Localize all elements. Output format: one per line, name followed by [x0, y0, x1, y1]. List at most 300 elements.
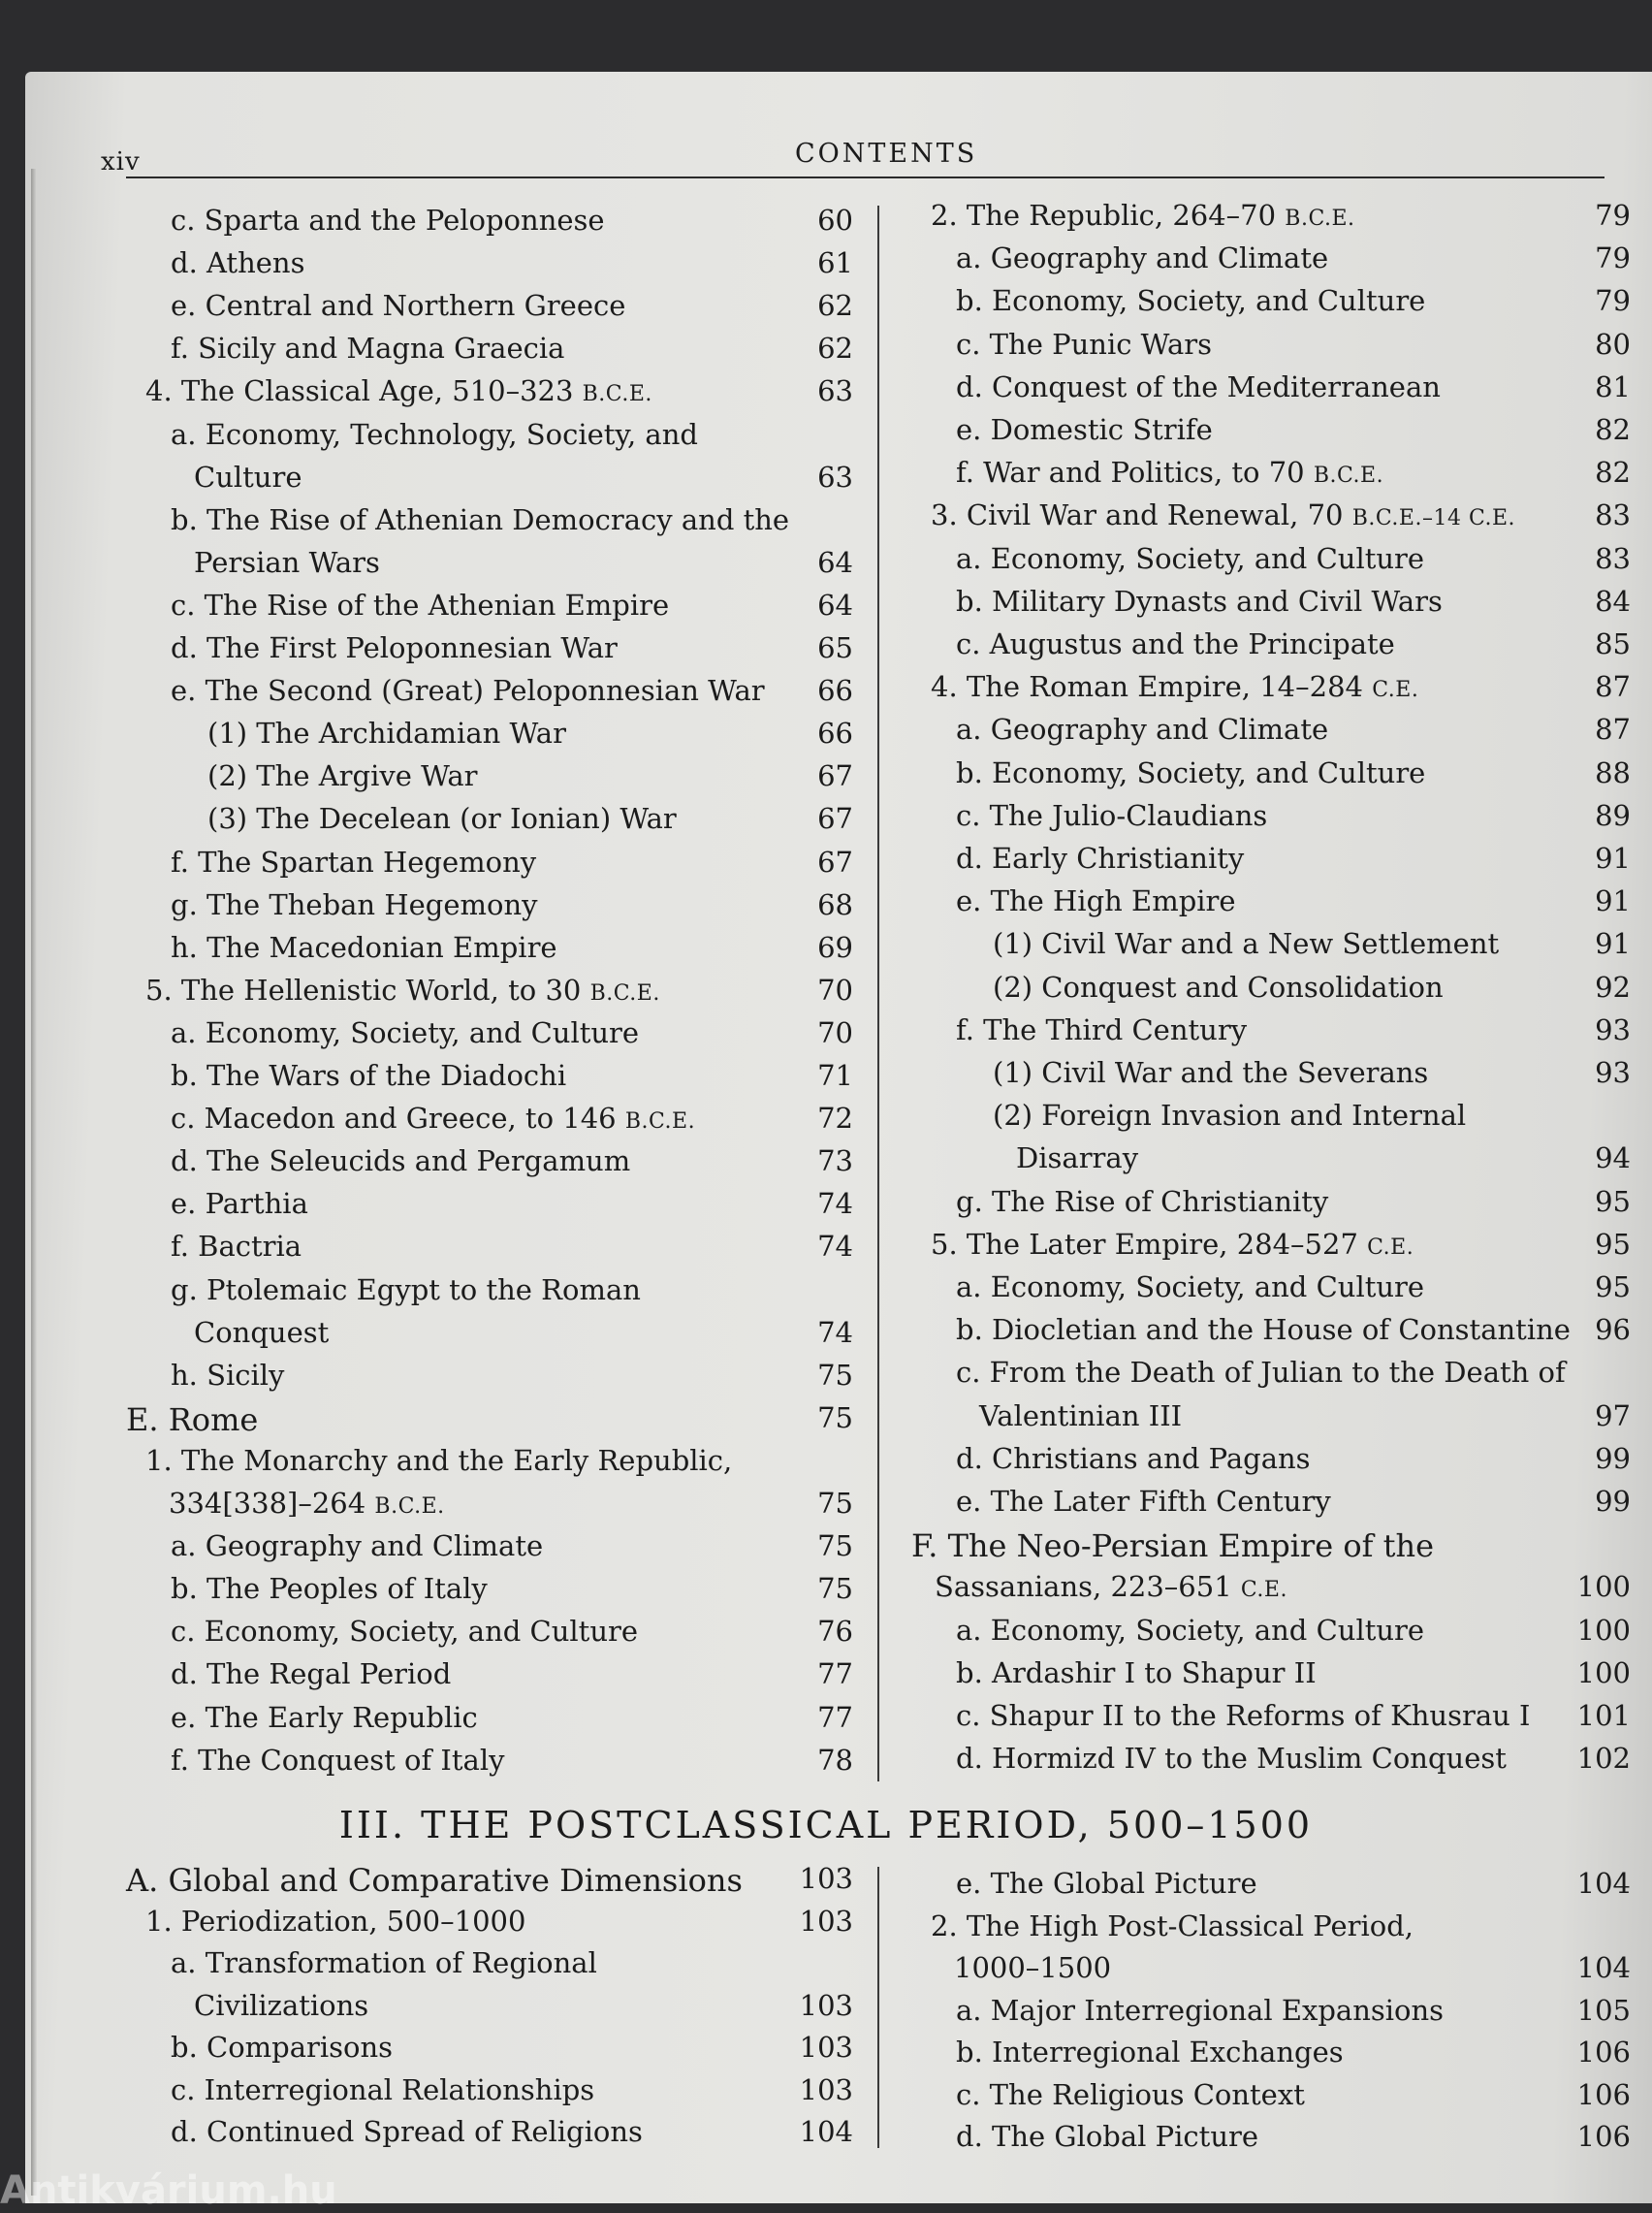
toc-entry-text [145, 974, 660, 1007]
toc-entry [911, 1570, 1631, 1609]
toc-entry-title: d. The Global Picture [956, 2120, 1259, 2153]
toc-entry-title: d. The First Peloponnesian War [171, 631, 618, 664]
toc-entry-text [956, 1442, 1311, 1475]
toc-page-number: 105 [1576, 1993, 1631, 2027]
toc-entry-text [171, 2115, 643, 2148]
toc-page-number: 79 [1595, 284, 1631, 318]
toc-page-number: 99 [1595, 1441, 1631, 1475]
toc-page-number: 64 [817, 588, 853, 622]
toc-entry-title: a. Economy, Society, and Culture [956, 1613, 1425, 1647]
toc-entry-text [993, 1099, 1466, 1132]
toc-entry [911, 456, 1631, 495]
toc-entry [126, 1359, 853, 1397]
toc-entry [911, 1951, 1631, 1990]
toc-entry [911, 370, 1631, 409]
toc-entry-text [956, 2120, 1258, 2153]
toc-page-number: 103 [799, 1904, 853, 1938]
toc-page-number: 60 [817, 204, 853, 237]
toc-entry-text [194, 546, 380, 579]
toc-page-number: 61 [817, 246, 853, 280]
toc-page-number: 64 [817, 545, 853, 579]
toc-page-number: 84 [1595, 584, 1631, 618]
toc-entry [911, 1099, 1631, 1138]
toc-page-number: 67 [817, 802, 853, 836]
toc-entry [126, 332, 853, 370]
toc-page-number: 95 [1595, 1270, 1631, 1303]
toc-page-number: 93 [1595, 1056, 1631, 1089]
toc-entry-title: c. The Punic Wars [956, 327, 1213, 361]
toc-page-number: 70 [817, 973, 853, 1007]
toc-entry-title: 2. The Republic, 264–70 [931, 199, 1286, 232]
era-abbreviation: C.E. [1240, 1578, 1287, 1603]
toc-entry-text [956, 585, 1443, 618]
toc-page-number: 80 [1595, 327, 1631, 361]
toc-entry-title: F. The Neo-Persian Empire of the [911, 1527, 1434, 1565]
toc-entry [911, 1313, 1631, 1352]
toc-entry-title: e. Parthia [171, 1187, 308, 1221]
toc-entry-text [956, 1614, 1424, 1647]
toc-entry-text [956, 1994, 1444, 2027]
toc-page-number: 91 [1595, 884, 1631, 918]
toc-entry-text [171, 418, 698, 451]
toc-entry-text [171, 1701, 478, 1734]
toc-entry-title: f. The Third Century [956, 1012, 1248, 1046]
toc-entry-title: Conquest [194, 1315, 330, 1349]
toc-entry-title: e. The Global Picture [956, 1867, 1257, 1900]
toc-entry [911, 2036, 1631, 2074]
era-abbreviation: B.C.E. [624, 1109, 696, 1135]
toc-entry [126, 418, 853, 457]
toc-page-number: 63 [817, 374, 853, 408]
toc-entry-title: 5. The Hellenistic World, to 30 [145, 973, 590, 1007]
era-abbreviation: B.C.E. [582, 382, 652, 407]
toc-entry-title: Culture [194, 460, 302, 494]
toc-entry-title: Valentinian III [979, 1398, 1183, 1432]
toc-entry [126, 503, 853, 542]
toc-entry-title: f. Bactria [171, 1230, 302, 1264]
toc-entry-text [956, 1185, 1328, 1218]
toc-page-number: 74 [817, 1187, 853, 1221]
toc-entry [126, 631, 853, 670]
toc-entry [126, 2073, 853, 2112]
toc-entry-title: b. The Peoples of Italy [171, 1572, 488, 1606]
toc-page-number: 88 [1595, 755, 1631, 789]
toc-entry-title: (1) The Archidamian War [207, 717, 566, 751]
toc-entry-text [171, 1102, 695, 1135]
toc-entry [126, 374, 853, 413]
toc-entry-title: b. Economy, Society, and Culture [956, 755, 1426, 789]
toc-entry-title: a. Economy, Society, and Culture [171, 1015, 640, 1049]
toc-page-number: 106 [1576, 2036, 1631, 2069]
toc-entry [911, 756, 1631, 795]
toc-entry-title: c. Interregional Relationships [171, 2072, 595, 2106]
era-abbreviation: C.E. [1372, 678, 1419, 703]
toc-entry [126, 1946, 853, 1985]
toc-entry-text [956, 627, 1395, 660]
toc-entry [126, 846, 853, 884]
toc-page-number: 78 [817, 1743, 853, 1777]
toc-entry [126, 1187, 853, 1226]
toc-entry-text [956, 1356, 1566, 1389]
toc-entry [911, 627, 1631, 666]
toc-entry-title: g. The Theban Hegemony [171, 887, 538, 921]
toc-page-number: 75 [817, 1572, 853, 1606]
toc-entry [126, 1401, 853, 1440]
toc-entry [911, 1185, 1631, 1224]
toc-entry-text [194, 1316, 329, 1349]
toc-page-number: 71 [817, 1059, 853, 1092]
toc-entry-title: d. Hormizd IV to the Muslim Conquest [956, 1742, 1507, 1776]
toc-entry-text [171, 204, 605, 237]
toc-page-number: 102 [1576, 1742, 1631, 1776]
toc-entry [911, 1228, 1631, 1267]
era-abbreviation: B.C.E.–14 C.E. [1351, 506, 1516, 531]
toc-entry [911, 1867, 1631, 1906]
toc-page-number: 104 [1576, 1951, 1631, 1984]
toc-entry-text [931, 1228, 1414, 1261]
toc-entry [911, 971, 1631, 1010]
toc-entry-text [956, 284, 1425, 317]
toc-entry-text [956, 328, 1212, 361]
toc-entry-text [956, 413, 1213, 446]
part-title: III. THE POSTCLASSICAL PERIOD, 500–1500 [338, 1804, 1314, 1846]
toc-entry-text [171, 1016, 639, 1049]
toc-entry-text [145, 1905, 525, 1938]
toc-entry [911, 1994, 1631, 2033]
page-number: xiv [101, 147, 141, 176]
toc-entry-text [171, 1230, 302, 1263]
toc-entry [911, 284, 1631, 323]
toc-page-number: 77 [817, 1700, 853, 1734]
toc-entry [911, 1442, 1631, 1481]
toc-entry-title: (2) Foreign Invasion and Internal [993, 1099, 1467, 1133]
toc-entry-title: c. Macedon and Greece, to 146 [171, 1102, 625, 1136]
toc-entry-text [126, 1862, 743, 1899]
toc-page-number: 76 [817, 1615, 853, 1649]
toc-entry-title: f. Sicily and Magna Graecia [171, 332, 565, 366]
toc-entry-title: e. The Later Fifth Century [956, 1485, 1331, 1518]
toc-page-number: 94 [1595, 1141, 1631, 1175]
toc-entry-title: c. From the Death of Julian to the Death of [956, 1356, 1566, 1390]
toc-entry [126, 1529, 853, 1568]
toc-entry [911, 713, 1631, 752]
toc-entry-text [956, 542, 1424, 575]
column-divider-bottom [877, 1867, 879, 2148]
toc-page-number: 95 [1595, 1184, 1631, 1218]
toc-entry-text [931, 670, 1418, 703]
toc-entry-title: a. Major Interregional Expansions [956, 1993, 1445, 2027]
toc-entry [911, 2078, 1631, 2117]
toc-entry-text [145, 374, 652, 407]
toc-entry-text [171, 1144, 630, 1177]
toc-entry [126, 1701, 853, 1740]
toc-page-number: 106 [1576, 2077, 1631, 2111]
toc-entry-text [931, 498, 1515, 531]
toc-entry-text [171, 1615, 638, 1648]
era-abbreviation: C.E. [1367, 1235, 1414, 1260]
toc-entry [911, 1485, 1631, 1523]
toc-page-number: 100 [1576, 1570, 1631, 1604]
toc-entry-title: 5. The Later Empire, 284–527 [931, 1227, 1368, 1261]
toc-entry-text [194, 1989, 368, 2022]
toc-entry-text [171, 1187, 308, 1220]
toc-entry [126, 1744, 853, 1782]
toc-entry [911, 199, 1631, 238]
toc-entry-text [194, 461, 302, 494]
toc-entry-title: b. Ardashir I to Shapur II [956, 1655, 1317, 1689]
toc-entry-text [171, 503, 789, 536]
toc-entry-title: e. The Early Republic [171, 1700, 478, 1734]
toc-entry-title: 1. The Monarchy and the Early Republic, [145, 1443, 733, 1477]
toc-page-number: 100 [1576, 1655, 1631, 1689]
toc-entry [126, 2115, 853, 2154]
toc-entry-title: d. The Seleucids and Pergamum [171, 1144, 631, 1178]
toc-entry [911, 1270, 1631, 1309]
toc-entry [911, 1742, 1631, 1780]
toc-entry [911, 799, 1631, 838]
toc-page-number: 100 [1576, 1613, 1631, 1647]
toc-page-number: 93 [1595, 1012, 1631, 1046]
toc-entry [911, 1699, 1631, 1738]
toc-entry [911, 927, 1631, 966]
toc-entry-text [956, 2078, 1305, 2111]
toc-entry-text [935, 1570, 1287, 1603]
toc-entry-title: b. Diocletian and the House of Constantine [956, 1313, 1571, 1347]
toc-entry-title: a. Economy, Technology, Society, and [171, 417, 698, 451]
toc-entry-text [171, 888, 538, 921]
toc-entry-text [979, 1399, 1182, 1432]
toc-entry-text [956, 456, 1383, 489]
toc-entry-text [931, 199, 1355, 232]
toc-entry-title: f. War and Politics, to 70 [956, 456, 1314, 490]
toc-entry-title: c. Shapur II to the Reforms of Khusrau I [956, 1699, 1531, 1732]
toc-entry-title: d. Christians and Pagans [956, 1441, 1311, 1475]
toc-entry-text [171, 846, 536, 879]
toc-page-number: 63 [817, 460, 853, 494]
toc-entry-text [956, 1699, 1530, 1732]
toc-entry-title: e. Domestic Strife [956, 413, 1213, 446]
toc-entry-title: b. Interregional Exchanges [956, 2036, 1344, 2069]
toc-entry-title: g. Ptolemaic Egypt to the Roman [171, 1272, 641, 1306]
toc-entry-title: 334[338]–264 [169, 1487, 375, 1520]
toc-page-number: 89 [1595, 798, 1631, 832]
toc-entry [126, 759, 853, 798]
toc-entry-title: a. Economy, Society, and Culture [956, 1270, 1425, 1303]
toc-entry [126, 802, 853, 841]
toc-entry-title: d. The Regal Period [171, 1657, 452, 1691]
toc-page-number: 79 [1595, 241, 1631, 275]
toc-page-number: 77 [817, 1657, 853, 1691]
toc-entry [911, 328, 1631, 367]
toc-entry-text [956, 1485, 1331, 1518]
toc-page-number: 69 [817, 930, 853, 964]
toc-entry-text [171, 1273, 641, 1306]
toc-page-number: 87 [1595, 670, 1631, 704]
toc-entry [126, 1572, 853, 1611]
toc-entry-text [911, 1527, 1434, 1564]
toc-entry [126, 1102, 853, 1140]
toc-entry-title: b. Economy, Society, and Culture [956, 284, 1426, 318]
era-abbreviation: B.C.E. [589, 980, 660, 1006]
toc-entry-title: 4. The Classical Age, 510–323 [145, 374, 583, 408]
toc-entry [126, 1905, 853, 1943]
toc-entry [126, 1487, 853, 1525]
toc-entry-title: h. The Macedonian Empire [171, 930, 557, 964]
toc-entry [126, 589, 853, 627]
toc-page-number: 91 [1595, 842, 1631, 875]
toc-entry-title: b. Comparisons [171, 2031, 394, 2064]
toc-entry-text [171, 1359, 284, 1392]
toc-entry-title: (3) The Decelean (or Ionian) War [207, 802, 677, 836]
toc-entry-title: 3. Civil War and Renewal, 70 [931, 498, 1352, 532]
toc-entry-text [171, 1572, 488, 1605]
toc-entry-text [956, 241, 1328, 274]
toc-page-number: 103 [799, 2072, 853, 2106]
toc-entry [911, 585, 1631, 624]
toc-page-number: 70 [817, 1015, 853, 1049]
toc-entry-text [993, 1056, 1428, 1089]
toc-entry-title: 1000–1500 [954, 1951, 1112, 1984]
toc-entry-text [956, 756, 1425, 789]
toc-entry-title: (2) Conquest and Consolidation [993, 970, 1444, 1004]
toc-page-number: 82 [1595, 413, 1631, 446]
toc-page-number: 66 [817, 717, 853, 751]
toc-page-number: 74 [817, 1315, 853, 1349]
toc-entry-text [171, 2073, 594, 2106]
toc-entry-text [171, 289, 625, 322]
toc-entry [911, 2120, 1631, 2159]
toc-entry-title: d. Athens [171, 246, 305, 280]
toc-entry-text [171, 1059, 566, 1092]
toc-entry-title: c. The Rise of the Athenian Empire [171, 588, 670, 622]
toc-entry-title: h. Sicily [171, 1358, 285, 1392]
toc-page-number: 99 [1595, 1485, 1631, 1518]
toc-entry [911, 1399, 1631, 1438]
toc-page-number: 103 [799, 1988, 853, 2022]
toc-entry-text [207, 717, 566, 750]
toc-page-number: 97 [1595, 1398, 1631, 1432]
toc-entry-title: Sassanians, 223–651 [935, 1570, 1241, 1604]
toc-entry-title: b. The Rise of Athenian Democracy and the [171, 502, 790, 536]
toc-entry-text [931, 1909, 1414, 1942]
toc-entry [126, 674, 853, 713]
toc-entry [126, 888, 853, 927]
toc-entry [126, 461, 853, 499]
toc-entry-text [1016, 1141, 1138, 1174]
toc-entry-text [954, 1951, 1111, 1984]
toc-page-number: 81 [1595, 369, 1631, 403]
toc-entry-title: 2. The High Post-Classical Period, [931, 1908, 1414, 1942]
toc-page-number: 62 [817, 289, 853, 323]
toc-entry-text [956, 1742, 1507, 1775]
toc-entry [911, 498, 1631, 537]
toc-entry-title: a. Economy, Society, and Culture [956, 541, 1425, 575]
toc-entry [911, 1614, 1631, 1652]
toc-page-number: 65 [817, 631, 853, 664]
toc-entry [911, 542, 1631, 581]
toc-entry-text [207, 759, 478, 792]
toc-page-number: 73 [817, 1144, 853, 1178]
toc-entry [126, 246, 853, 285]
toc-entry-title: Persian Wars [194, 545, 380, 579]
toc-page-number: 79 [1595, 199, 1631, 232]
toc-entry-title: a. Geography and Climate [956, 241, 1329, 275]
toc-entry-text [956, 1013, 1247, 1046]
toc-entry-title: c. Augustus and the Principate [956, 627, 1395, 660]
toc-page-number: 103 [799, 1862, 853, 1895]
toc-entry [126, 2031, 853, 2069]
toc-page-number: 87 [1595, 713, 1631, 747]
toc-entry [911, 670, 1631, 709]
toc-entry-text [956, 370, 1441, 403]
header-rule [126, 176, 1604, 178]
toc-entry-text [171, 2031, 393, 2064]
toc-entry [126, 1144, 853, 1183]
toc-entry-text [171, 246, 305, 279]
toc-entry [126, 546, 853, 585]
toc-page-number: 103 [799, 2031, 853, 2064]
toc-entry-text [171, 1744, 505, 1777]
toc-entry-text [171, 332, 564, 365]
toc-page-number: 91 [1595, 927, 1631, 961]
toc-page-number: 82 [1595, 456, 1631, 490]
toc-entry [126, 1273, 853, 1312]
toc-entry [126, 1444, 853, 1483]
toc-page-number: 67 [817, 845, 853, 879]
toc-entry-title: f. The Spartan Hegemony [171, 845, 537, 879]
toc-entry-text [171, 931, 557, 964]
toc-entry-title: A. Global and Comparative Dimensions [126, 1862, 743, 1899]
toc-entry-title: c. Sparta and the Peloponnese [171, 204, 605, 237]
toc-entry-text [171, 1657, 451, 1690]
toc-page-number: 75 [817, 1400, 853, 1434]
toc-entry-title: c. Economy, Society, and Culture [171, 1615, 639, 1649]
toc-entry [911, 1141, 1631, 1180]
toc-entry-text [171, 674, 765, 707]
toc-entry-title: e. The High Empire [956, 884, 1236, 918]
toc-entry-title: c. The Julio-Claudians [956, 798, 1268, 832]
toc-entry [126, 931, 853, 970]
page-edge [31, 169, 37, 2196]
toc-page-number: 92 [1595, 970, 1631, 1004]
toc-entry-text [956, 842, 1244, 875]
toc-page-number: 95 [1595, 1227, 1631, 1261]
toc-entry [126, 1862, 853, 1901]
toc-entry-title: d. Continued Spread of Religions [171, 2115, 643, 2148]
toc-entry-title: c. The Religious Context [956, 2077, 1305, 2111]
toc-entry-text [956, 1867, 1257, 1900]
toc-entry-text [956, 1313, 1571, 1346]
toc-page-number: 66 [817, 674, 853, 708]
toc-entry [911, 884, 1631, 923]
toc-entry-title: e. Central and Northern Greece [171, 289, 626, 323]
toc-entry [911, 413, 1631, 452]
toc-page-number: 67 [817, 759, 853, 793]
toc-entry [911, 1013, 1631, 1052]
toc-entry-text [956, 713, 1328, 746]
toc-entry-title: 4. The Roman Empire, 14–284 [931, 670, 1373, 704]
toc-entry-title: (2) The Argive War [207, 759, 478, 793]
toc-entry-title: a. Geography and Climate [956, 713, 1329, 747]
toc-entry-text [956, 1270, 1424, 1303]
toc-entry [911, 1909, 1631, 1948]
toc-entry [911, 1527, 1631, 1566]
toc-entry [126, 1657, 853, 1696]
toc-entry [126, 289, 853, 328]
toc-entry-title: a. Transformation of Regional [171, 1946, 597, 1979]
toc-entry-text [169, 1487, 445, 1520]
toc-entry [126, 1016, 853, 1055]
